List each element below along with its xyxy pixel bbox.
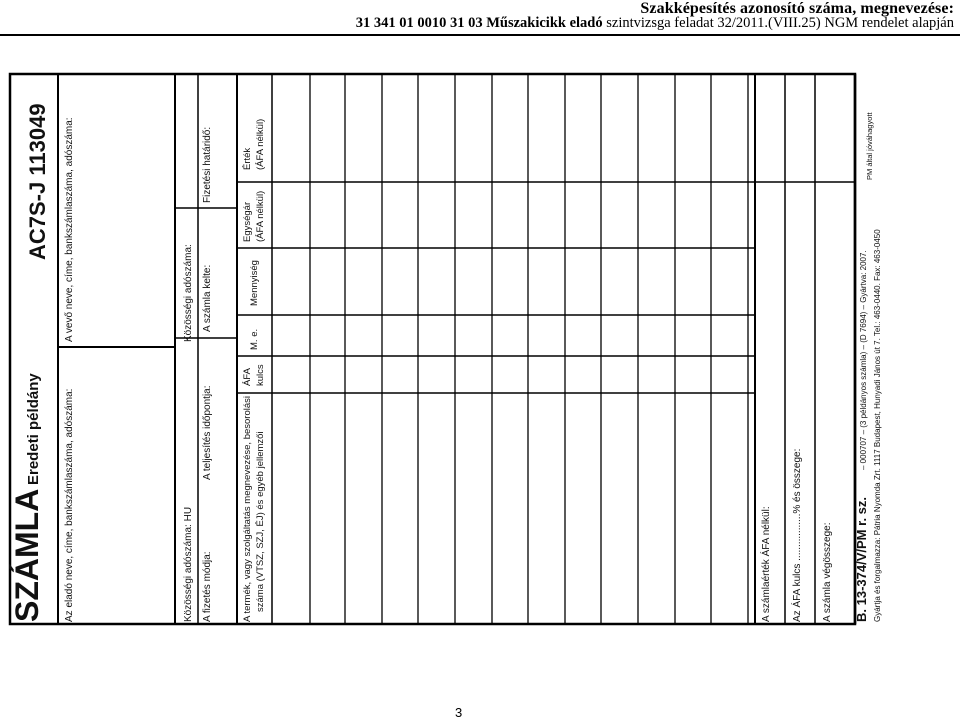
page-number: 3 bbox=[455, 705, 463, 720]
performance-date-label: A teljesítés időpontja: bbox=[202, 385, 213, 480]
header-subtitle bbox=[356, 15, 954, 32]
community-tax-seller: Közösségi adószáma: HU bbox=[183, 506, 194, 622]
gross-total-label: A számla végösszege: bbox=[822, 522, 833, 622]
invoice-serial: AC7S-J 113049 bbox=[25, 103, 50, 260]
table-rows bbox=[310, 74, 748, 624]
pm-approved-note: PM által jóváhagyott bbox=[865, 112, 874, 180]
header-title: Szakképesítés azonosító száma, megnevezése: bbox=[640, 0, 954, 17]
col-unit-price-line1: Egységár bbox=[242, 201, 253, 242]
payment-method-label: A fizetés módja: bbox=[202, 551, 213, 622]
header-tail: szintvizsga feladat 32/2011.(VIII.25) NGM rendelet alapján bbox=[606, 15, 954, 31]
col-value-line1: Érték bbox=[242, 147, 253, 170]
header-profession: Műszakicikk eladó bbox=[486, 15, 603, 31]
vat-key-line: Az ÁFA kulcs .................% és összege: bbox=[792, 448, 803, 622]
print-code: B. 13-374/V/PM r. sz. bbox=[854, 496, 869, 622]
invoice-scan bbox=[0, 60, 960, 630]
col-quantity: Mennyiség bbox=[249, 260, 260, 306]
buyer-label: A vevő neve, címe, bankszámlaszáma, adószáma: bbox=[64, 117, 75, 342]
col-unit: M. e. bbox=[249, 328, 260, 350]
table-columns bbox=[237, 182, 755, 393]
header-code: 31 341 01 0010 31 03 bbox=[355, 15, 483, 31]
seller-label: Az eladó neve, címe, bankszámlaszáma, adószáma: bbox=[64, 388, 75, 622]
col-unit-price-line2: (ÁFA nélkül) bbox=[255, 190, 266, 242]
community-tax-buyer: Közösségi adószáma: bbox=[183, 244, 194, 342]
col-vat-key-line2: kulcs bbox=[255, 364, 266, 386]
print-note-2: Gyártja és forgalmazza: Pátria Nyomda Zrt. 1117 Budapest, Hunyadi János út 7. Tel.: 463-0440. Fax: 463-0450 bbox=[873, 229, 882, 622]
col-product-line2: száma (VTSZ, SZJ, ÉJ) és egyéb jellemzői bbox=[255, 431, 266, 612]
invoice-date-label: A számla kelte: bbox=[202, 264, 213, 332]
invoice-frame bbox=[10, 74, 855, 624]
invoice-main-title: SZÁMLA bbox=[9, 488, 45, 622]
col-value-line2: (ÁFA nélkül) bbox=[255, 118, 266, 170]
due-date-label: Fizetési határidő: bbox=[202, 126, 213, 203]
print-note-1: – 000707 – (3 példányos számla) – (D 7694) – Gyártva: 2007. bbox=[859, 250, 868, 470]
col-vat-key-line1: ÁFA bbox=[242, 368, 253, 386]
net-total-label: A számlaérték ÁFA nélkül: bbox=[761, 506, 772, 622]
invoice-subtitle: Eredeti példány bbox=[25, 373, 42, 485]
header-rule bbox=[0, 34, 960, 36]
col-product-line1: A termék, vagy szolgáltatás megnevezése, besorolási bbox=[242, 395, 253, 622]
